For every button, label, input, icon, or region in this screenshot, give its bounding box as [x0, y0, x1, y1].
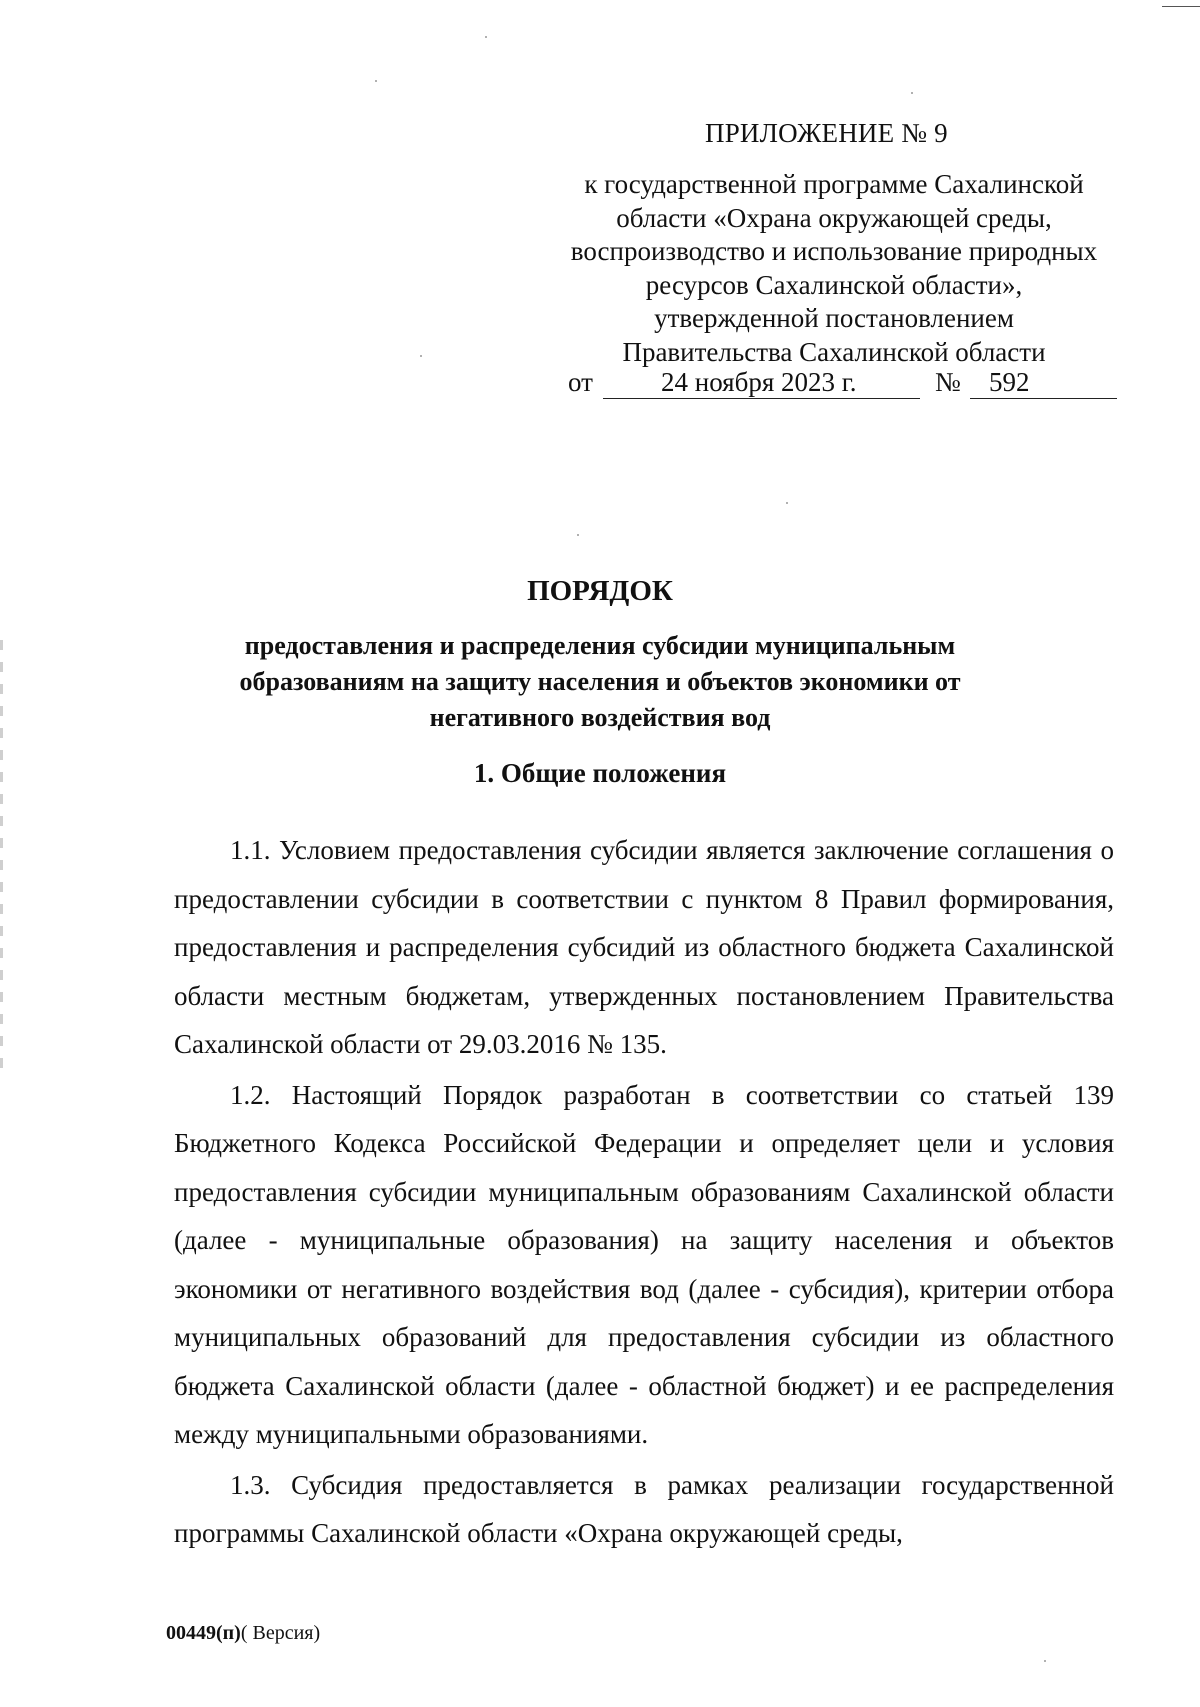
- annex-title: ПРИЛОЖЕНИЕ № 9: [705, 118, 948, 148]
- subtitle-line: предоставления и распределения субсидии муниципальным: [244, 631, 956, 660]
- approval-date-line: [568, 367, 1120, 401]
- annex-reference-line: области «Охрана окружающей среды,: [616, 202, 1052, 233]
- date-prefix: от: [568, 367, 593, 397]
- annex-reference-line: Правительства Сахалинской области: [622, 336, 1046, 367]
- scan-speck: [375, 80, 377, 82]
- scan-speck: [786, 502, 788, 504]
- scan-edge-artifact: [0, 640, 3, 1080]
- approval-number: 592: [989, 367, 1030, 397]
- document-title: ПОРЯДОК: [527, 575, 673, 607]
- annex-reference-line: утвержденной постановлением: [654, 303, 1014, 333]
- scan-speck: [485, 36, 487, 38]
- document-body: [174, 826, 1114, 1560]
- annex-reference: [548, 168, 1120, 369]
- paragraph-1-2: 1.2. Настоящий Порядок разработан в соответствии со статьей 139 Бюджетного Кодекса Российской Федерации и определяет цели и условия предоставления субсидии муниципальным образованиям Сахалинской области (далее - муниципальные образования) на защиту населения и объектов экономики от негативного воздействия вод (далее - субсидия), критерии отбора муниципальных образований для предоставления субсидии из областного бюджета Сахалинской области (далее - областной бюджет) и ее распределения между муниципальными образованиями.: [174, 1079, 1114, 1449]
- scan-speck: [577, 534, 579, 536]
- annex-reference-line: воспроизводство и использование природных: [570, 236, 1098, 266]
- approval-date: 24 ноября 2023 г.: [661, 367, 857, 397]
- footer-version: ( Версия): [240, 1622, 321, 1644]
- section-title: 1. Общие положения: [473, 758, 727, 788]
- footer-document-code: [166, 1622, 320, 1645]
- subtitle-line: негативного воздействия вод: [429, 703, 771, 732]
- annex-reference-line: ресурсов Сахалинской области»,: [645, 269, 1023, 300]
- subtitle-line: образованиям на защиту населения и объектов экономики от: [239, 667, 961, 696]
- scan-speck: [420, 355, 422, 357]
- number-underline: [970, 398, 1117, 399]
- footer-code: 00449(п): [166, 1622, 241, 1644]
- paragraph-1-1: 1.1. Условием предоставления субсидии является заключение соглашения о предоставлении субсидии в соответствии с пунктом 8 Правил формирования, предоставления и распределения субсидий из областного бюджета Сахалинской области местным бюджетам, утвержденных постановлением Правительства Сахалинской области от 29.03.2016 № 135.: [174, 835, 1114, 1059]
- paragraph-1-3: 1.3. Субсидия предоставляется в рамках реализации государственной программы Сахалинской области «Охрана окружающей среды,: [174, 1469, 1114, 1548]
- number-prefix: №: [935, 367, 961, 397]
- scan-speck: [911, 92, 913, 94]
- document-subtitle: [200, 628, 1000, 736]
- annex-reference-line: к государственной программе Сахалинской: [584, 169, 1084, 199]
- date-underline: [603, 398, 920, 399]
- scan-corner-mark: [1162, 0, 1200, 7]
- scan-speck: [1044, 1660, 1046, 1662]
